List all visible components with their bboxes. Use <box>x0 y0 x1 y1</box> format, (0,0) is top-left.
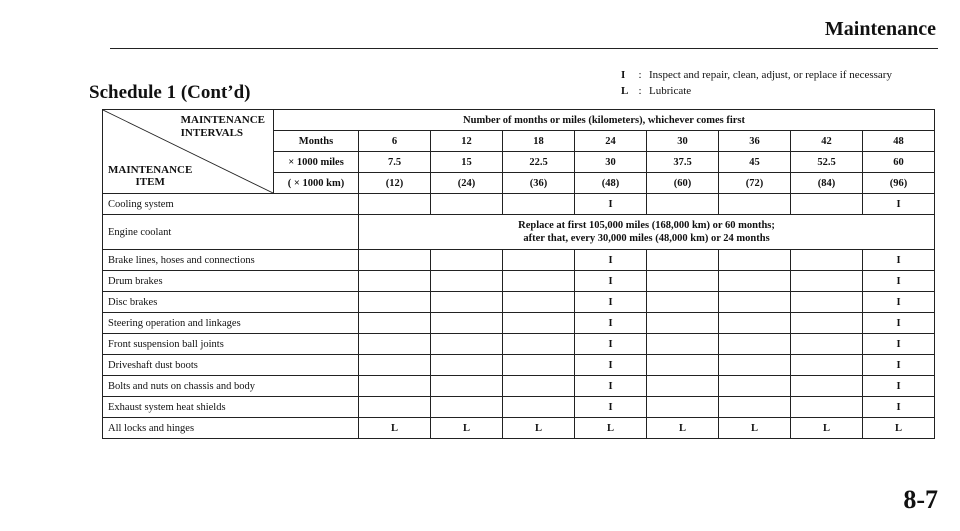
schedule-cell <box>719 397 791 418</box>
km-cell: (84) <box>791 173 863 194</box>
legend-row-inspect: I : Inspect and repair, clean, adjust, or replace if necessary <box>621 69 892 81</box>
schedule-cell: L <box>719 418 791 439</box>
maintenance-schedule-table <box>102 109 935 439</box>
schedule-cell <box>647 355 719 376</box>
header-title: Maintenance <box>824 18 936 40</box>
schedule-cell <box>647 397 719 418</box>
schedule-cell: L <box>863 418 935 439</box>
schedule-cell: L <box>431 418 503 439</box>
header-rule <box>110 48 938 49</box>
page-number: 8-7 <box>903 485 938 514</box>
corner-header-cell <box>103 110 274 194</box>
schedule-cell <box>431 194 503 215</box>
months-cell: 36 <box>719 131 791 152</box>
miles-cell: 15 <box>431 152 503 173</box>
schedule-cell <box>791 313 863 334</box>
legend-text: Lubricate <box>649 85 692 97</box>
schedule-cell <box>431 397 503 418</box>
schedule-cell <box>503 292 575 313</box>
schedule-cell <box>719 334 791 355</box>
miles-cell: 30 <box>575 152 647 173</box>
schedule-cell <box>431 334 503 355</box>
table-row <box>103 376 935 397</box>
schedule-cell <box>791 292 863 313</box>
schedule-cell <box>647 376 719 397</box>
schedule-cell: I <box>575 292 647 313</box>
schedule-cell <box>791 397 863 418</box>
row-label-months: Months <box>274 131 359 152</box>
schedule-cell <box>359 271 431 292</box>
months-cell: 24 <box>575 131 647 152</box>
schedule-cell: I <box>863 250 935 271</box>
schedule-cell <box>503 313 575 334</box>
miles-cell: 22.5 <box>503 152 575 173</box>
schedule-title: Schedule 1 (Cont’d) <box>89 82 251 103</box>
schedule-cell <box>647 313 719 334</box>
table-row <box>103 313 935 334</box>
schedule-cell: L <box>791 418 863 439</box>
schedule-cell <box>359 313 431 334</box>
schedule-cell <box>719 250 791 271</box>
legend-code: I <box>621 69 626 81</box>
schedule-cell <box>431 355 503 376</box>
table-row <box>103 271 935 292</box>
schedule-cell <box>719 271 791 292</box>
schedule-cell <box>647 292 719 313</box>
schedule-cell <box>647 334 719 355</box>
months-cell: 42 <box>791 131 863 152</box>
row-label-km: ( × 1000 km) <box>274 173 359 194</box>
schedule-cell <box>503 355 575 376</box>
km-cell: (72) <box>719 173 791 194</box>
legend-row-lubricate: L : Lubricate <box>621 85 692 97</box>
miles-cell: 45 <box>719 152 791 173</box>
table-row <box>103 194 935 215</box>
schedule-cell: I <box>575 376 647 397</box>
item-name: Steering operation and linkages <box>103 313 359 334</box>
schedule-cell: I <box>863 194 935 215</box>
schedule-cell: I <box>863 334 935 355</box>
schedule-cell <box>359 397 431 418</box>
schedule-cell: I <box>863 376 935 397</box>
schedule-cell <box>431 313 503 334</box>
schedule-cell: L <box>359 418 431 439</box>
item-name: Brake lines, hoses and connections <box>103 250 359 271</box>
schedule-cell <box>431 376 503 397</box>
schedule-cell <box>359 194 431 215</box>
schedule-cell <box>647 250 719 271</box>
km-cell: (48) <box>575 173 647 194</box>
table-row <box>103 355 935 376</box>
item-name: Engine coolant <box>103 215 359 250</box>
schedule-cell: I <box>575 250 647 271</box>
months-cell: 6 <box>359 131 431 152</box>
span-header: Number of months or miles (kilometers), whichever comes first <box>274 110 935 131</box>
corner-intervals-label: MAINTENANCE INTERVALS <box>180 114 265 139</box>
schedule-cell <box>791 334 863 355</box>
legend-code: L <box>621 85 629 97</box>
months-cell: 12 <box>431 131 503 152</box>
table-row <box>103 334 935 355</box>
schedule-cell <box>719 313 791 334</box>
table-row <box>103 215 935 250</box>
schedule-cell <box>431 250 503 271</box>
table-row <box>103 250 935 271</box>
schedule-cell <box>791 355 863 376</box>
schedule-cell: I <box>863 397 935 418</box>
schedule-cell: I <box>575 313 647 334</box>
corner-item-label: MAINTENANCE ITEM <box>108 164 193 188</box>
schedule-cell <box>719 292 791 313</box>
item-name: Driveshaft dust boots <box>103 355 359 376</box>
schedule-cell <box>503 376 575 397</box>
table-row <box>103 292 935 313</box>
schedule-cell: I <box>863 355 935 376</box>
schedule-cell: I <box>863 292 935 313</box>
schedule-cell: I <box>575 355 647 376</box>
schedule-cell: I <box>863 313 935 334</box>
schedule-cell: L <box>575 418 647 439</box>
schedule-cell: L <box>647 418 719 439</box>
legend-text: Inspect and repair, clean, adjust, or replace if necessary <box>649 69 892 81</box>
header-row-span <box>103 110 935 131</box>
schedule-cell <box>647 271 719 292</box>
km-cell: (24) <box>431 173 503 194</box>
months-cell: 30 <box>647 131 719 152</box>
schedule-cell <box>503 397 575 418</box>
schedule-cell <box>359 250 431 271</box>
schedule-cell <box>431 292 503 313</box>
km-cell: (96) <box>863 173 935 194</box>
schedule-cell <box>719 194 791 215</box>
item-name: Cooling system <box>103 194 359 215</box>
item-name: Drum brakes <box>103 271 359 292</box>
table-row <box>103 397 935 418</box>
schedule-cell <box>359 292 431 313</box>
km-cell: (36) <box>503 173 575 194</box>
item-rows <box>103 194 935 439</box>
item-name: Exhaust system heat shields <box>103 397 359 418</box>
legend <box>621 67 892 99</box>
miles-cell: 37.5 <box>647 152 719 173</box>
item-name: Bolts and nuts on chassis and body <box>103 376 359 397</box>
schedule-cell: I <box>575 271 647 292</box>
km-cell: (60) <box>647 173 719 194</box>
schedule-cell <box>503 271 575 292</box>
schedule-cell <box>791 376 863 397</box>
table-row <box>103 418 935 439</box>
schedule-cell <box>359 334 431 355</box>
months-cell: 18 <box>503 131 575 152</box>
schedule-cell <box>503 334 575 355</box>
miles-cell: 7.5 <box>359 152 431 173</box>
schedule-cell <box>503 250 575 271</box>
schedule-cell <box>431 271 503 292</box>
coolant-note: Replace at first 105,000 miles (168,000 km) or 60 months; after that, every 30,000 miles (48,000 km) or 24 months <box>359 215 935 250</box>
schedule-cell <box>719 355 791 376</box>
schedule-cell: I <box>575 397 647 418</box>
item-name: All locks and hinges <box>103 418 359 439</box>
schedule-cell: L <box>503 418 575 439</box>
miles-cell: 60 <box>863 152 935 173</box>
schedule-cell <box>719 376 791 397</box>
schedule-cell <box>359 355 431 376</box>
row-label-miles: × 1000 miles <box>274 152 359 173</box>
schedule-cell: I <box>575 194 647 215</box>
item-name: Disc brakes <box>103 292 359 313</box>
schedule-cell: I <box>575 334 647 355</box>
schedule-cell: I <box>863 271 935 292</box>
schedule-cell <box>503 194 575 215</box>
months-cell: 48 <box>863 131 935 152</box>
schedule-cell <box>647 194 719 215</box>
item-name: Front suspension ball joints <box>103 334 359 355</box>
miles-cell: 52.5 <box>791 152 863 173</box>
schedule-cell <box>359 376 431 397</box>
schedule-cell <box>791 194 863 215</box>
schedule-cell <box>791 250 863 271</box>
schedule-cell <box>791 271 863 292</box>
km-cell: (12) <box>359 173 431 194</box>
